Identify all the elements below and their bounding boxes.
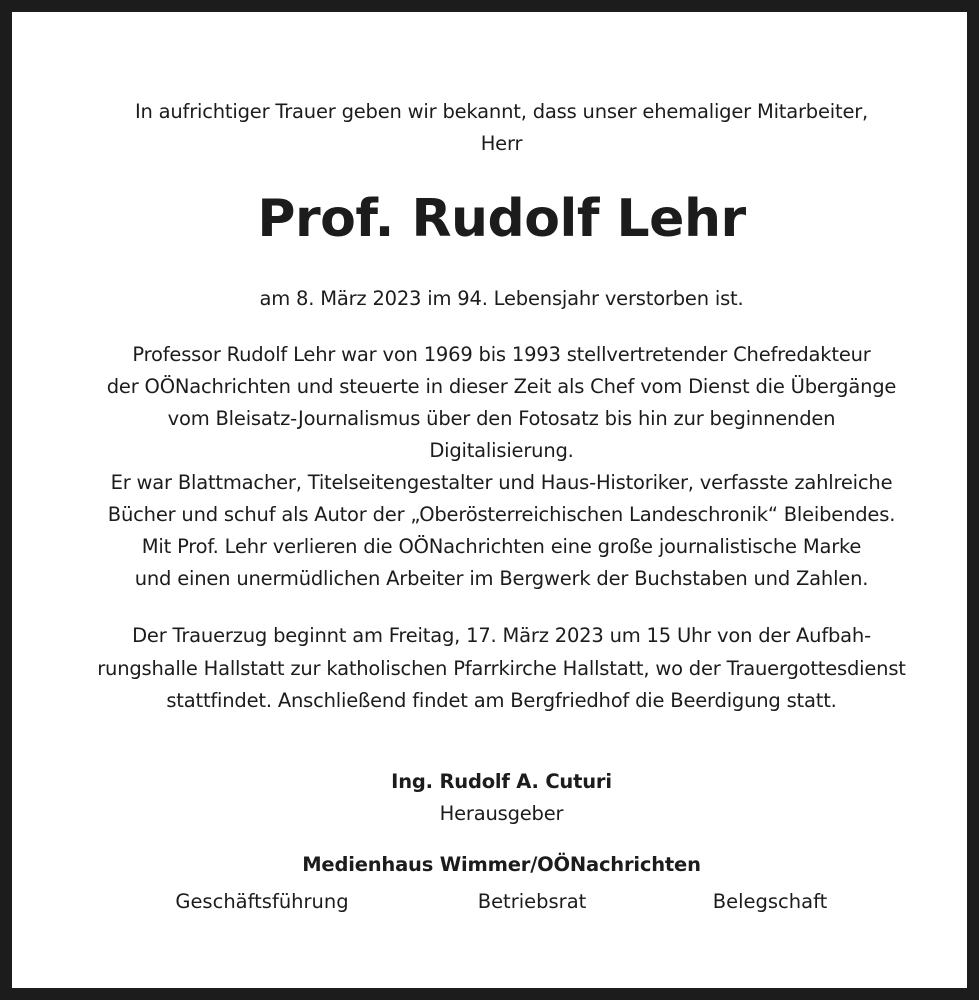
biography-line: Mit Prof. Lehr verlieren die OÖNachrichten eine große journalistische Marke (141, 535, 862, 558)
funeral-line: stattfindet. Anschließend findet am Bergfriedhof die Beerdigung statt. (166, 689, 837, 712)
biography-line: vom Bleisatz-Journalismus über den Fotosatz bis hin zur beginnenden (167, 407, 836, 430)
funeral-line: Der Trauerzug beginnt am Freitag, 17. März 2023 um 15 Uhr von der Aufbah- (132, 624, 871, 647)
signature-group-management: Geschäftsführung (175, 890, 349, 913)
signature-group-works-council: Betriebsrat (477, 890, 587, 913)
biography-line: Digitalisierung. (429, 439, 574, 462)
publisher-name: Ing. Rudolf A. Cuturi (391, 770, 612, 793)
biography-line: und einen unermüdlichen Arbeiter im Bergwerk der Buchstaben und Zahlen. (134, 567, 869, 590)
salutation: Herr (480, 132, 523, 155)
obituary-notice (24, 24, 979, 1000)
biography-line: Professor Rudolf Lehr war von 1969 bis 1993 stellvertretender Chefredakteur (132, 343, 871, 366)
deceased-name: Prof. Rudolf Lehr (257, 189, 746, 249)
funeral-line: rungshalle Hallstatt zur katholischen Pfarrkirche Hallstatt, wo der Trauergottesdienst (97, 657, 906, 680)
death-date-line: am 8. März 2023 im 94. Lebensjahr verstorben ist. (259, 287, 744, 310)
signature-groups (24, 890, 979, 916)
company-name: Medienhaus Wimmer/OÖNachrichten (302, 853, 701, 876)
biography-line: Bücher und schuf als Autor der „Oberösterreichischen Landeschronik“ Bleibendes. (107, 503, 896, 526)
publisher-role: Herausgeber (439, 802, 564, 825)
biography-line: Er war Blattmacher, Titelseitengestalter und Haus-Historiker, verfasste zahlreiche (110, 471, 893, 494)
signature-group-staff: Belegschaft (712, 890, 828, 913)
biography-line: der OÖNachrichten und steuerte in dieser Zeit als Chef vom Dienst die Übergänge (106, 375, 897, 398)
intro-text: In aufrichtiger Trauer geben wir bekannt, dass unser ehemaliger Mitarbeiter, (134, 100, 869, 123)
